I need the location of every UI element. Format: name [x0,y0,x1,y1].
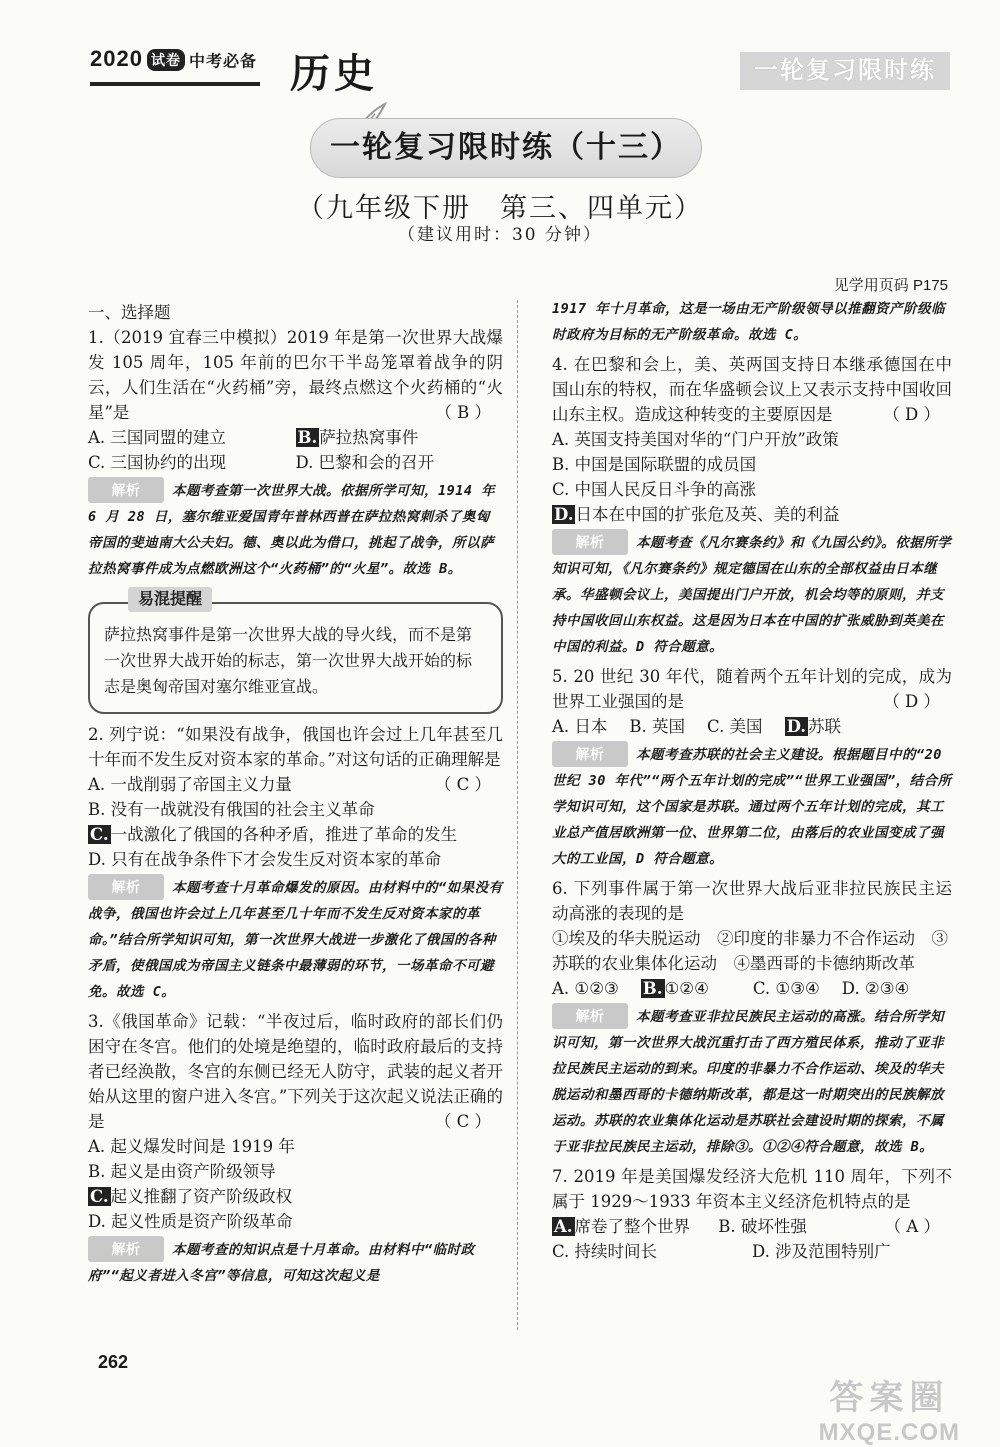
q1-explanation: 解析 本题考查第一次世界大战。依据所学可知，1914 年 6 月 28 日，塞尔维亚爱国青年普林西普在萨拉热窝刺杀了奥匈帝国的斐迪南大公夫妇。德、奥以此为借口，挑起了战争，所以萨拉热窝事件成为点燃欧洲这个“火药桶”的“火星”。故选 B。 [88,477,503,582]
watermark [819,1370,960,1447]
explanation-tag: 解析 [552,529,628,555]
q4-option-d: D. 日本在中国的扩张危及英、美的利益 [554,505,840,524]
answer-page-ref: 见学用页码 P175 [833,277,948,294]
q3-answer: （ C ） [434,1112,491,1131]
q5-explanation: 解析 本题考查苏联的社会主义建设。根据题目中的“20 世纪 30 年代”“两个五年计划的完成”“世界工业强国”，结合所学知识可知，这个国家是苏联。通过两个五年计划的完成，其工业总产值居欧洲第一位、世界第二位，由落后的农业国变成了强大的工业国，D 符合题意。 [552,741,952,872]
q3-selected-marker: C. [90,1187,109,1206]
note-text: 萨拉热窝事件是第一次世界大战的导火线，而不是第一次世界大战开始的标志，第一次世界大战开始的标志是奥匈帝国对塞尔维亚宣战。 [104,625,473,696]
question-4 [552,352,952,427]
q4-option-a: A. 英国支持美国对华的“门户开放”政策 [552,430,839,449]
q4-option-b: B. 中国是国际联盟的成员国 [552,455,757,474]
q2-option-d: D. 只有在战争条件下才会发生反对资本家的革命 [88,850,442,869]
q1-option-d: D. 巴黎和会的召开 [295,453,435,472]
q5-option-b: B. 英国 [629,717,686,736]
q5-option-a: A. 日本 [552,717,608,736]
q2-option-c: C. 一战激化了俄国的各种矛盾，推进了革命的发生 [90,825,458,844]
q2-stem: 2. 列宁说：“如果没有战争，俄国也许会过上几年甚至几十年而不发生反对资本家的革命。”对这句话的正确理解是 [88,725,503,769]
section-heading: 一、选择题 [88,303,171,322]
q1-selected-marker: B. [297,428,318,447]
q3-stem: 3.《俄国革命》记载：“半夜过后，临时政府的部长们仍困守在冬宫。他们的处境是绝望的，临时政府最后的支持者已经涣散，冬宫的东侧已经无人防守，武装的起义者开始从这里的窗户进入冬宫。”下列关于这次起义说法正确的是 [88,1012,503,1131]
q4-answer: （ D ） [883,405,940,424]
q6-items: ①埃及的华夫脱运动 ②印度的非暴力不合作运动 ③苏联的农业集体化运动 ④墨西哥的卡德纳斯改革 [552,929,948,973]
q7-answer: （ A ） [884,1217,940,1236]
q3-option-d: D. 起义性质是资产阶级革命 [88,1212,293,1231]
unit-subtitle: （九年级下册 第三、四单元） [297,193,703,224]
q1-option-b: B. 萨拉热窝事件 [297,428,419,447]
q3-explanation-continued: 1917 年十月革命，这是一场由无产阶级领导以推翻资产阶级临时政府为目标的无产阶级革命。故选 C。 [552,301,946,343]
q4-explanation: 解析 本题考查《凡尔赛条约》和《九国公约》。依据所学知识可知，《凡尔赛条约》规定德国在山东的全部权益由日本继承。华盛顿会议上，美国提出门户开放，机会均等的原则，并支持中国收回山东权益。这是因为日本在中国的扩张威胁到英美在中国的利益。D 符合题意。 [552,529,952,660]
q6-explanation: 解析 本题考查亚非拉民族民主运动的高涨。结合所学知识可知，第一次世界大战沉重打击了西方殖民体系，推动了亚非拉民族民主运动的到来。印度的非暴力不合作运动、埃及的华夫脱运动和墨西哥的卡德纳斯改革，都是这一时期突出的民族解放运动。苏联的农业集体化运动是苏联社会建设时期的探索，不属于亚非拉民族民主运动，排除③。①②④符合题意，故选 B。 [552,1003,952,1160]
q1-option-c: C. 三国协约的出现 [88,453,227,472]
question-5 [552,664,952,714]
watermark-cn: 答案圈 [829,1379,950,1417]
q4-stem: 4. 在巴黎和会上，美、英两国支持日本继承德国在中国山东的特权，而在华盛顿会议上又表示支持中国收回山东主权。造成这种转变的主要原因是 [552,355,952,424]
q5-options [552,714,952,739]
q5-answer: （ D ） [883,692,940,711]
q3-option-c: C. 起义推翻了资产阶级政权 [90,1187,293,1206]
subject-title: 历史 [290,52,378,96]
note-heading: 易混提醒 [128,587,212,612]
q1-answer: （ B ） [435,403,491,422]
explanation-tag: 解析 [552,741,628,767]
q1-option-a: A. 三国同盟的建立 [88,428,226,447]
watermark-en: MXQE.COM [818,1419,960,1446]
q1-options-row2 [88,450,503,475]
q3-option-b: B. 起义是由资产阶级领导 [88,1162,276,1181]
header-rule [90,82,260,86]
q4-selected-marker: D. [554,505,574,524]
q2-option-a: A. 一战削弱了帝国主义力量 [88,775,292,794]
q6-option-d: D. ②③④ [841,979,910,998]
q1-options-row1 [88,425,503,450]
page-number: 262 [98,1352,129,1372]
brand-logo: 试卷 [147,49,185,71]
q6-option-c: C. ①③④ [752,979,820,998]
q6-options [552,976,952,1001]
q2-explanation: 解析 本题考查十月革命爆发的原因。由材料中的“如果没有战争，俄国也许会过上几年甚至几十年而不发生反对资本家的革命。”结合所学知识可知，第一次世界大战进一步激化了俄国的各种矛盾，使俄国成为帝国主义链条中最薄弱的环节，一场革命不可避免。故选 C。 [88,874,503,1005]
question-6 [552,876,952,926]
right-column [552,296,952,1264]
q3-option-a: A. 起义爆发时间是 1919 年 [88,1137,295,1156]
q7-option-c: C. 持续时间长 [552,1242,658,1261]
q5-option-d: D. 苏联 [786,717,842,736]
q7-option-b: B. 破坏性强 [718,1217,807,1236]
page-title: 一轮复习限时练（十三） [310,118,702,178]
time-hint: （建议用时：30 分钟） [397,225,603,245]
q5-option-c: C. 美国 [707,717,763,736]
explanation-tag: 解析 [88,874,164,900]
q7-option-a: A. 席卷了整个世界 [554,1217,691,1236]
left-column [88,300,503,1293]
column-divider [517,300,518,1330]
header-series [90,46,257,72]
q6-option-b: B. ①②④ [642,979,709,998]
q6-stem: 6. 下列事件属于第一次世界大战后亚非拉民族民主运动高涨的表现的是 [552,879,952,923]
q7-selected-marker: A. [554,1217,573,1236]
note-box [88,602,503,714]
question-1 [88,325,503,425]
explanation-tag: 解析 [88,1236,164,1262]
q4-option-c: C. 中国人民反日斗争的高涨 [552,480,757,499]
q1-stem: 1.（2019 宜春三中模拟）2019 年是第一次世界大战爆发 105 周年，105 年前的巴尔干半岛笼罩着战争的阴云，人们生活在“火药桶”旁，最终点燃这个火药桶的“火星”是 [88,328,503,422]
q6-selected-marker: B. [642,979,663,998]
q7-stem: 7. 2019 年是美国爆发经济大危机 110 周年，下列不属于 1929～1933 年资本主义经济危机特点的是 [552,1167,952,1211]
q3-explanation: 解析 本题考查的知识点是十月革命。由材料中“临时政府”“起义者进入冬宫”等信息，可知这次起义是 [88,1236,503,1289]
explanation-tag: 解析 [552,1003,628,1029]
section-tag: 一轮复习限时练 [740,52,950,90]
q7-option-d: D. 涉及范围特别广 [752,1242,891,1261]
q5-stem: 5. 20 世纪 30 年代，随着两个五年计划的完成，成为世界工业强国的是 [552,667,952,711]
q2-option-b: B. 没有一战就没有俄国的社会主义革命 [88,800,375,819]
q6-option-a: A. ①②③ [552,979,619,998]
explanation-tag: 解析 [88,477,164,503]
q7-options-row1 [552,1214,885,1239]
q2-selected-marker: C. [90,825,109,844]
header-series-name: 中考必备 [188,53,257,71]
q5-selected-marker: D. [786,717,807,736]
q2-answer: （ C ） [434,775,491,794]
header-year: 2020 [90,46,143,71]
question-3 [88,1009,503,1134]
q7-options-row2 [552,1239,952,1264]
